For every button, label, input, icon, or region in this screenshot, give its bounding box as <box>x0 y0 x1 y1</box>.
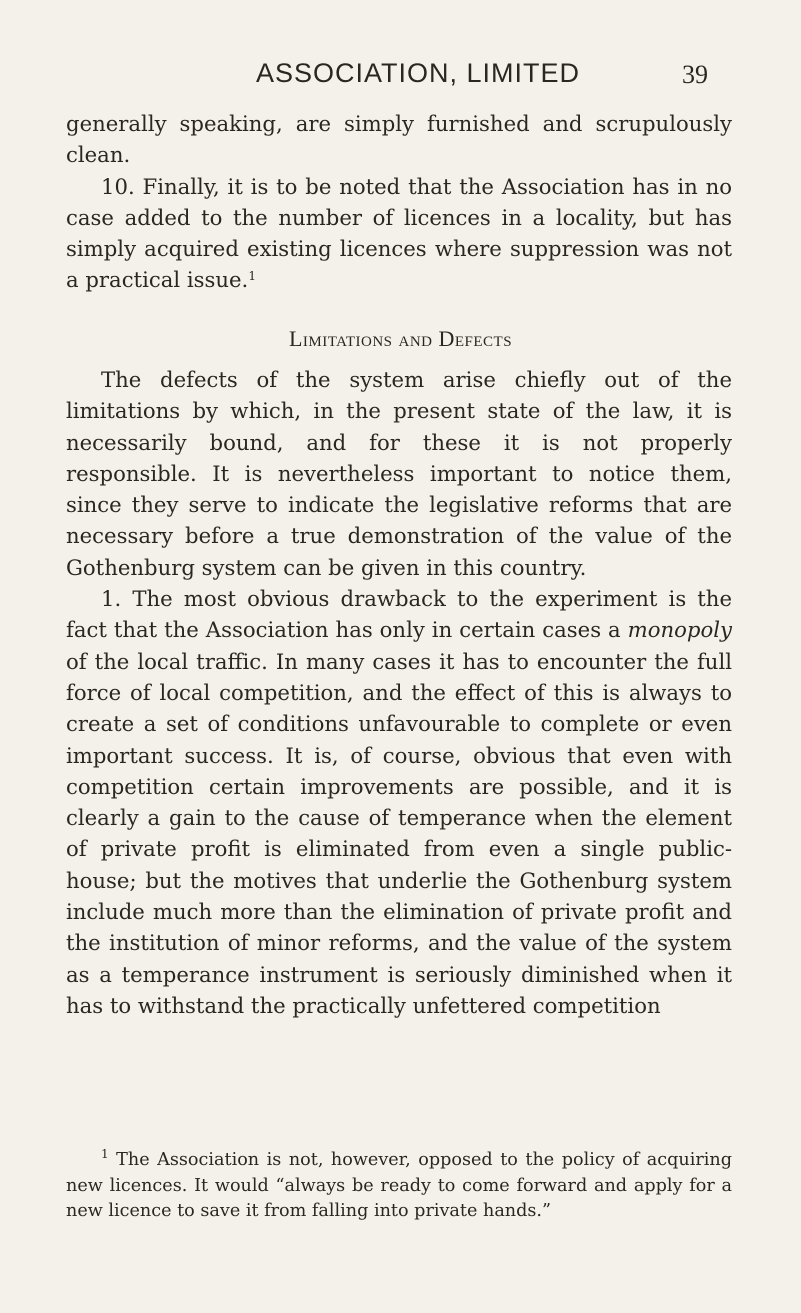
top-text-block <box>66 108 732 296</box>
paragraph-10-text: 10. Finally, it is to be noted that the Association has in no case added to the number of licences in a locality, but has simply acquired existing licences where suppression was not a practical issue. <box>66 173 732 293</box>
main-text-block <box>66 364 732 1021</box>
footnote-mark: 1 <box>101 1147 109 1161</box>
section-heading: Limitations and Defects <box>288 326 513 351</box>
footnote-text: The Association is not, however, opposed to the policy of acquiring new licences. It would “always be ready to come forward and apply for a new licence to save it from falling into private hands.” <box>66 1150 732 1221</box>
paragraph-1-italic: monopoly <box>627 617 732 643</box>
footnote-paragraph <box>66 1148 732 1225</box>
paragraph-10 <box>66 171 732 296</box>
footnote <box>66 1148 732 1225</box>
running-head: ASSOCIATION, LIMITED <box>256 58 581 88</box>
paragraph-1 <box>66 583 732 1021</box>
paragraph-1-part-b: of the local traffic. In many cases it has to encounter the full force of local competition, and the effect of this is always to create a set of conditions unfavourable to complete or even important success. It is, of course, obvious that even with competition certain improvements are possible, and it is clearly a gain to the cause of temperance when the element of private profit is eliminated from even a single public-house; but the motives that underlie the Gothenburg system include much more than the elimination of private profit and the institution of minor reforms, and the value of the system as a temperance instrument is seriously diminished when it has to withstand the practically unfettered competition <box>66 648 732 1018</box>
paragraph-1-part-a: 1. The most obvious drawback to the experiment is the fact that the Association has only in certain cases a <box>66 586 732 643</box>
footnote-reference: 1 <box>248 269 256 284</box>
continuation-paragraph: generally speaking, are simply furnished and scrupulously clean. <box>66 111 732 168</box>
intro-paragraph: The defects of the system arise chiefly out of the limitations by which, in the present state of the law, it is necessarily bound, and for these it is not properly responsible. It is nevertheless important to notice them, since they serve to indicate the legislative reforms that are necessary before a true demonstration of the value of the Gothenburg system can be given in this country. <box>66 367 732 580</box>
page-number: 39 <box>682 60 708 89</box>
